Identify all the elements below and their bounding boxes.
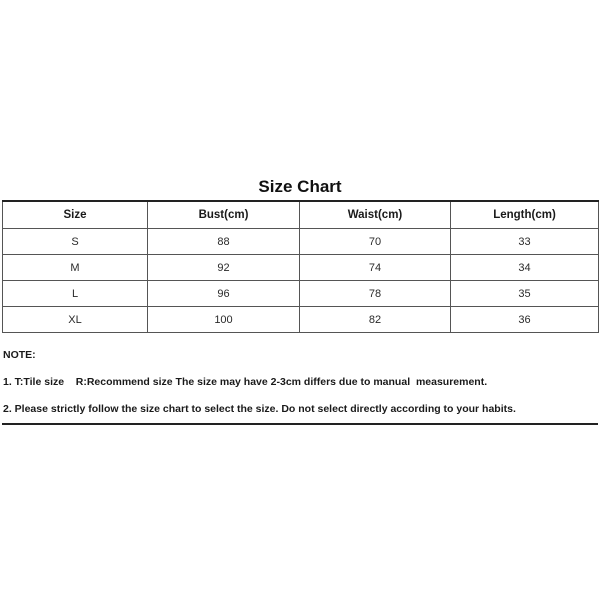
column-header-bust: Bust(cm)	[148, 201, 300, 229]
page-title: Size Chart	[258, 177, 342, 196]
cell-size: L	[3, 281, 148, 307]
table-row	[3, 255, 599, 281]
cell-bust: 100	[148, 307, 300, 333]
cell-length: 36	[451, 307, 599, 333]
table-row	[3, 229, 599, 255]
column-header-waist: Waist(cm)	[300, 201, 451, 229]
cell-size: S	[3, 229, 148, 255]
cell-waist: 78	[300, 281, 451, 307]
cell-length: 33	[451, 229, 599, 255]
table-row	[3, 307, 599, 333]
cell-waist: 70	[300, 229, 451, 255]
column-header-size: Size	[3, 201, 148, 229]
cell-bust: 96	[148, 281, 300, 307]
cell-bust: 88	[148, 229, 300, 255]
cell-bust: 92	[148, 255, 300, 281]
cell-size: XL	[3, 307, 148, 333]
cell-size: M	[3, 255, 148, 281]
table-header-row	[3, 201, 599, 229]
bottom-divider	[2, 423, 598, 425]
note-item-2: 2. Please strictly follow the size chart to select the size. Do not select directly according to your habits.	[3, 403, 516, 415]
cell-waist: 82	[300, 307, 451, 333]
cell-length: 35	[451, 281, 599, 307]
note-item-1: 1. T:Tile size R:Recommend size The size may have 2-3cm differs due to manual measurement.	[3, 376, 488, 388]
notes-heading: NOTE:	[3, 349, 36, 361]
cell-length: 34	[451, 255, 599, 281]
size-table	[2, 200, 599, 333]
cell-waist: 74	[300, 255, 451, 281]
column-header-length: Length(cm)	[451, 201, 599, 229]
table-row	[3, 281, 599, 307]
